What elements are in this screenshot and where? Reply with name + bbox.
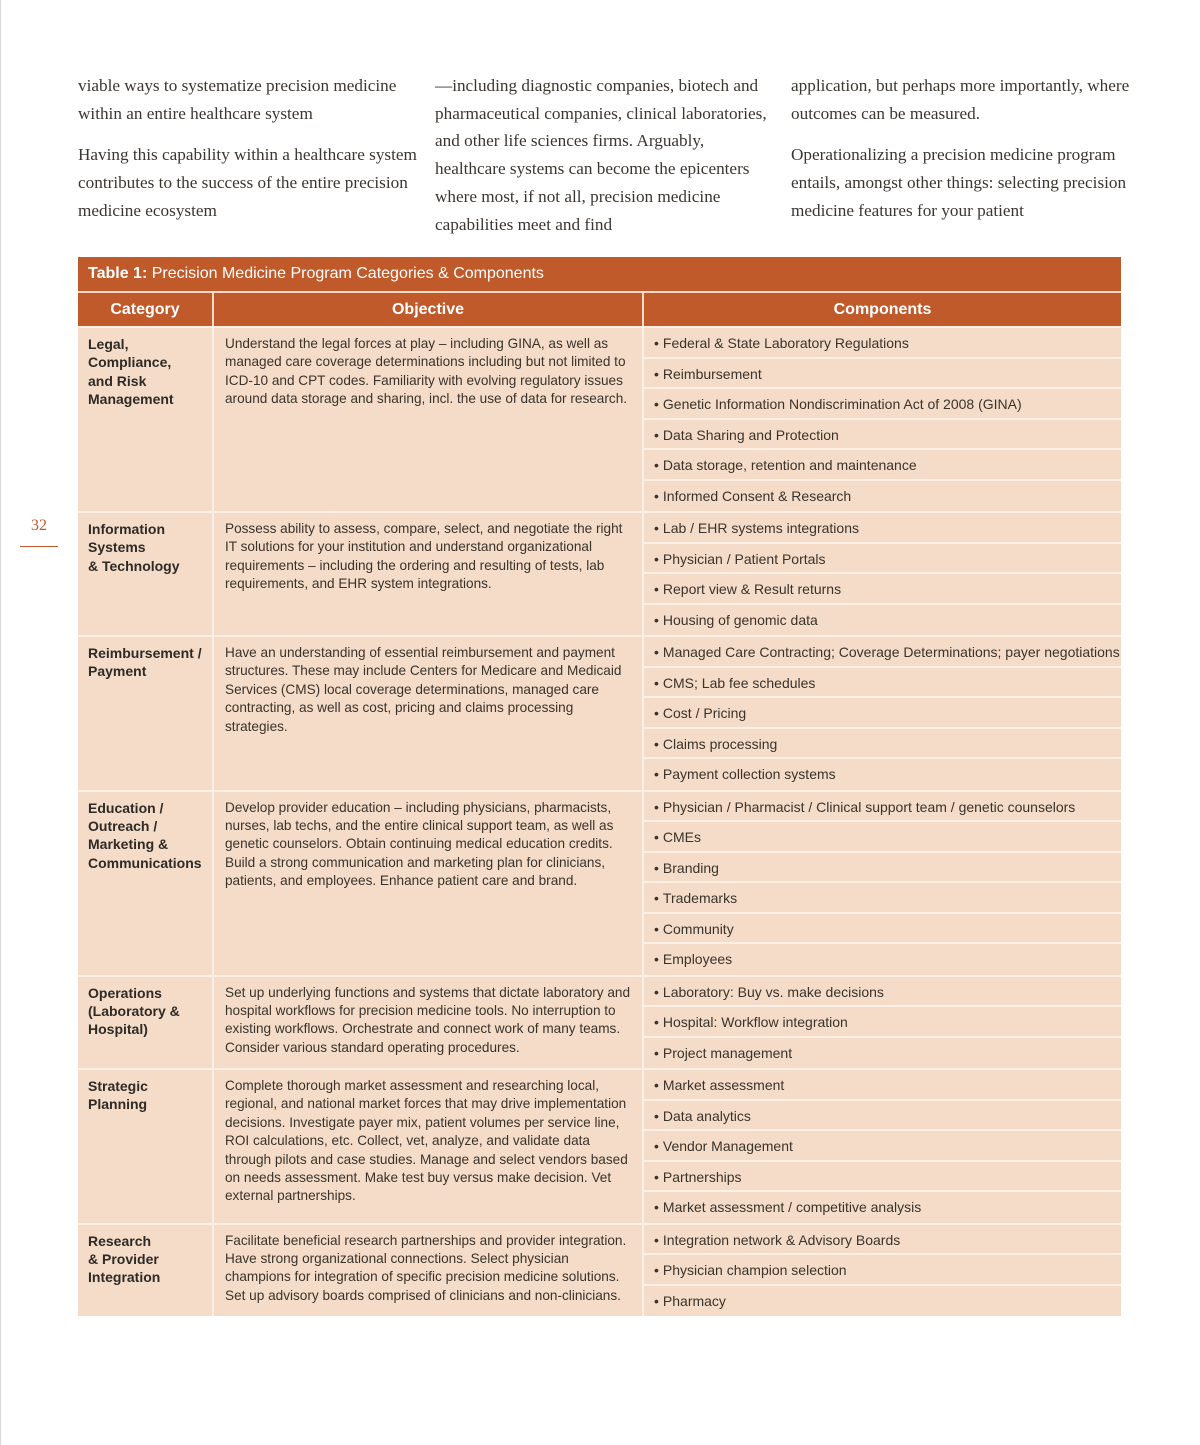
- component-item: [644, 1070, 1121, 1101]
- bullet-icon: •: [654, 829, 659, 845]
- bullet-icon: •: [654, 735, 659, 752]
- intro-column-1: [78, 72, 418, 239]
- intro-paragraph: viable ways to systematize precision medicine within an entire healthcare system: [78, 76, 397, 123]
- page-number: 32: [31, 517, 47, 534]
- component-label: Report view & Result returns: [662, 581, 842, 597]
- bullet-icon: •: [654, 520, 659, 536]
- component-label: Claims processing: [662, 735, 778, 752]
- bullet-icon: •: [654, 674, 659, 691]
- bullet-icon: •: [654, 1262, 659, 1278]
- component-label: Partnerships: [662, 1168, 742, 1185]
- page-number-rule: [20, 546, 58, 547]
- component-label: CMEs: [662, 829, 702, 845]
- component-label: Cost / Pricing: [662, 705, 747, 721]
- component-label: Federal & State Laboratory Regulations: [662, 335, 909, 351]
- objective-cell: Understand the legal forces at play – including GINA, as well as managed care coverage determinations including but not limited to ICD-10 and CPT codes. Familiarity with evolving regulatory issues around data storage and sharing, incl. the use of data for research.: [214, 328, 644, 511]
- component-label: Data storage, retention and maintenance: [662, 457, 917, 473]
- intro-column-3: [791, 72, 1131, 239]
- component-item: [644, 792, 1121, 823]
- component-label: Vendor Management: [662, 1138, 793, 1154]
- component-label: Market assessment / competitive analysis: [662, 1199, 922, 1215]
- component-item: [644, 883, 1121, 914]
- component-item: [644, 698, 1121, 729]
- bullet-icon: •: [654, 1044, 659, 1061]
- bullet-icon: •: [654, 1138, 659, 1154]
- bullet-icon: •: [654, 1292, 659, 1309]
- component-item: [644, 359, 1121, 390]
- intro-column-2: [435, 72, 775, 252]
- component-label: Informed Consent & Research: [662, 487, 852, 504]
- page-edge: [0, 0, 1, 1445]
- intro-paragraph: Operationalizing a precision medicine program entails, amongst other things: selecting precision medicine features for your patient: [791, 145, 1127, 220]
- component-item: [644, 513, 1121, 544]
- component-item: [644, 1038, 1121, 1069]
- component-item: [644, 544, 1121, 575]
- component-label: Data analytics: [662, 1107, 751, 1124]
- component-item: [644, 574, 1121, 605]
- bullet-icon: •: [654, 335, 659, 351]
- table-row: [78, 326, 1121, 511]
- component-label: Physician champion selection: [662, 1262, 847, 1278]
- bullet-icon: •: [654, 1168, 659, 1185]
- component-label: Branding: [662, 859, 719, 876]
- table-row: [78, 975, 1121, 1069]
- component-item: [644, 637, 1121, 668]
- components-table: [78, 257, 1121, 1316]
- component-item: [644, 944, 1121, 975]
- objective-cell: Set up underlying functions and systems that dictate laboratory and hospital workflows for precision medicine tools. No interruption to existing workflows. Orchestrate and connect work of many teams. Consider various standard operating procedures.: [214, 977, 644, 1069]
- component-label: Managed Care Contracting; Coverage Determinations; payer negotiations: [662, 644, 1120, 660]
- component-label: Trademarks: [662, 890, 738, 906]
- category-cell: Education / Outreach / Marketing & Communications: [78, 792, 214, 975]
- bullet-icon: •: [654, 766, 659, 782]
- component-label: Lab / EHR systems integrations: [662, 520, 859, 536]
- component-item: [644, 1255, 1121, 1286]
- bullet-icon: •: [654, 890, 659, 906]
- header-components: Components: [644, 293, 1121, 326]
- bullet-icon: •: [654, 487, 659, 504]
- component-item: [644, 1131, 1121, 1162]
- intro-paragraph: —including diagnostic companies, biotech and pharmaceutical companies, clinical laboratories, and other life sciences firms. Arguably, healthcare systems can become the epicenters where most, if not all, precision medicine capabilities meet and find: [435, 76, 767, 234]
- table-row: [78, 1068, 1121, 1223]
- component-item: [644, 914, 1121, 945]
- component-label: Project management: [662, 1044, 793, 1061]
- table-row: [78, 511, 1121, 635]
- components-cell: [644, 328, 1121, 511]
- bullet-icon: •: [654, 920, 659, 937]
- category-cell: Reimbursement / Payment: [78, 637, 214, 790]
- component-item: [644, 450, 1121, 481]
- category-cell: Strategic Planning: [78, 1070, 214, 1223]
- category-cell: Operations (Laboratory & Hospital): [78, 977, 214, 1069]
- table-row: [78, 790, 1121, 975]
- bullet-icon: •: [654, 396, 659, 412]
- component-label: Employees: [662, 951, 733, 967]
- header-category: Category: [78, 293, 214, 326]
- component-item: [644, 1101, 1121, 1132]
- table-row: [78, 1223, 1121, 1317]
- objective-cell: Have an understanding of essential reimbursement and payment structures. These may include Centers for Medicare and Medicaid Services (CMS) local coverage determinations, managed care contracting, as well as cost, pricing and claims processing strategies.: [214, 637, 644, 790]
- component-label: Integration network & Advisory Boards: [662, 1231, 901, 1248]
- components-cell: [644, 513, 1121, 635]
- component-item: [644, 759, 1121, 790]
- component-item: [644, 605, 1121, 636]
- bullet-icon: •: [654, 1199, 659, 1215]
- components-cell: [644, 1225, 1121, 1317]
- component-label: Community: [662, 920, 734, 937]
- component-label: Laboratory: Buy vs. make decisions: [662, 983, 884, 1000]
- bullet-icon: •: [654, 798, 659, 815]
- component-item: [644, 328, 1121, 359]
- component-item: [644, 1225, 1121, 1256]
- component-item: [644, 1007, 1121, 1038]
- component-label: Market assessment: [662, 1077, 785, 1093]
- components-cell: [644, 792, 1121, 975]
- component-item: [644, 389, 1121, 420]
- bullet-icon: •: [654, 644, 659, 660]
- component-label: Payment collection systems: [662, 766, 836, 782]
- component-label: Housing of genomic data: [662, 611, 818, 628]
- component-label: CMS; Lab fee schedules: [662, 674, 816, 691]
- bullet-icon: •: [654, 550, 659, 567]
- component-item: [644, 420, 1121, 451]
- component-item: [644, 1192, 1121, 1223]
- component-label: Data Sharing and Protection: [662, 426, 839, 443]
- component-label: Hospital: Workflow integration: [662, 1014, 848, 1030]
- component-item: [644, 668, 1121, 699]
- components-cell: [644, 1070, 1121, 1223]
- table-row: [78, 635, 1121, 790]
- objective-cell: Complete thorough market assessment and researching local, regional, and national market forces that may drive implementation decisions. Investigate payer mix, patient volumes per service line, ROI calculations, etc. Collect, vet, analyze, and validate data through pilots and case studies. Manage and select vendors based on needs assessment. Make test buy versus make decision. Vet external partnerships.: [214, 1070, 644, 1223]
- component-label: Physician / Patient Portals: [662, 550, 826, 567]
- component-label: Pharmacy: [662, 1292, 726, 1309]
- table-body: [78, 326, 1121, 1316]
- component-item: [644, 729, 1121, 760]
- category-cell: Legal, Compliance, and Risk Management: [78, 328, 214, 511]
- table-header-row: [78, 291, 1121, 326]
- bullet-icon: •: [654, 1014, 659, 1030]
- table-title-label: Table 1:: [88, 265, 148, 282]
- component-item: [644, 1162, 1121, 1193]
- component-item: [644, 1286, 1121, 1317]
- intro-paragraph: application, but perhaps more importantly, where outcomes can be measured.: [791, 76, 1130, 123]
- component-label: Physician / Pharmacist / Clinical support team / genetic counselors: [662, 798, 1076, 815]
- bullet-icon: •: [654, 859, 659, 876]
- bullet-icon: •: [654, 611, 659, 628]
- component-label: Genetic Information Nondiscrimination Act of 2008 (GINA): [662, 396, 1022, 412]
- bullet-icon: •: [654, 1231, 659, 1248]
- bullet-icon: •: [654, 457, 659, 473]
- bullet-icon: •: [654, 581, 659, 597]
- bullet-icon: •: [654, 1107, 659, 1124]
- component-item: [644, 853, 1121, 884]
- bullet-icon: •: [654, 426, 659, 443]
- bullet-icon: •: [654, 951, 659, 967]
- components-cell: [644, 637, 1121, 790]
- component-item: [644, 977, 1121, 1008]
- bullet-icon: •: [654, 983, 659, 1000]
- table-title: [78, 257, 1121, 291]
- objective-cell: Develop provider education – including physicians, pharmacists, nurses, lab techs, and the entire clinical support team, as well as genetic counselors. Obtain continuing medical education credits. Build a strong communication and marketing plan for clinicians, patients, and employees. Enhance patient care and brand.: [214, 792, 644, 975]
- category-cell: Research & Provider Integration: [78, 1225, 214, 1317]
- components-cell: [644, 977, 1121, 1069]
- intro-paragraph: Having this capability within a healthcare system contributes to the success of the entire precision medicine ecosystem: [78, 145, 417, 220]
- component-item: [644, 822, 1121, 853]
- header-objective: Objective: [214, 293, 644, 326]
- bullet-icon: •: [654, 705, 659, 721]
- component-label: Reimbursement: [662, 365, 762, 382]
- intro-text: [78, 72, 1130, 242]
- objective-cell: Facilitate beneficial research partnerships and provider integration. Have strong organizational connections. Select physician champions for integration of specific precision medicine solutions. Set up advisory boards comprised of clinicians and non-clinicians.: [214, 1225, 644, 1317]
- category-cell: Information Systems & Technology: [78, 513, 214, 635]
- component-item: [644, 481, 1121, 512]
- table-title-text: Precision Medicine Program Categories & Components: [147, 265, 544, 282]
- bullet-icon: •: [654, 365, 659, 382]
- bullet-icon: •: [654, 1077, 659, 1093]
- objective-cell: Possess ability to assess, compare, select, and negotiate the right IT solutions for your institution and understand organizational requirements – including the ordering and resulting of tests, lab requirements, and EHR system integrations.: [214, 513, 644, 635]
